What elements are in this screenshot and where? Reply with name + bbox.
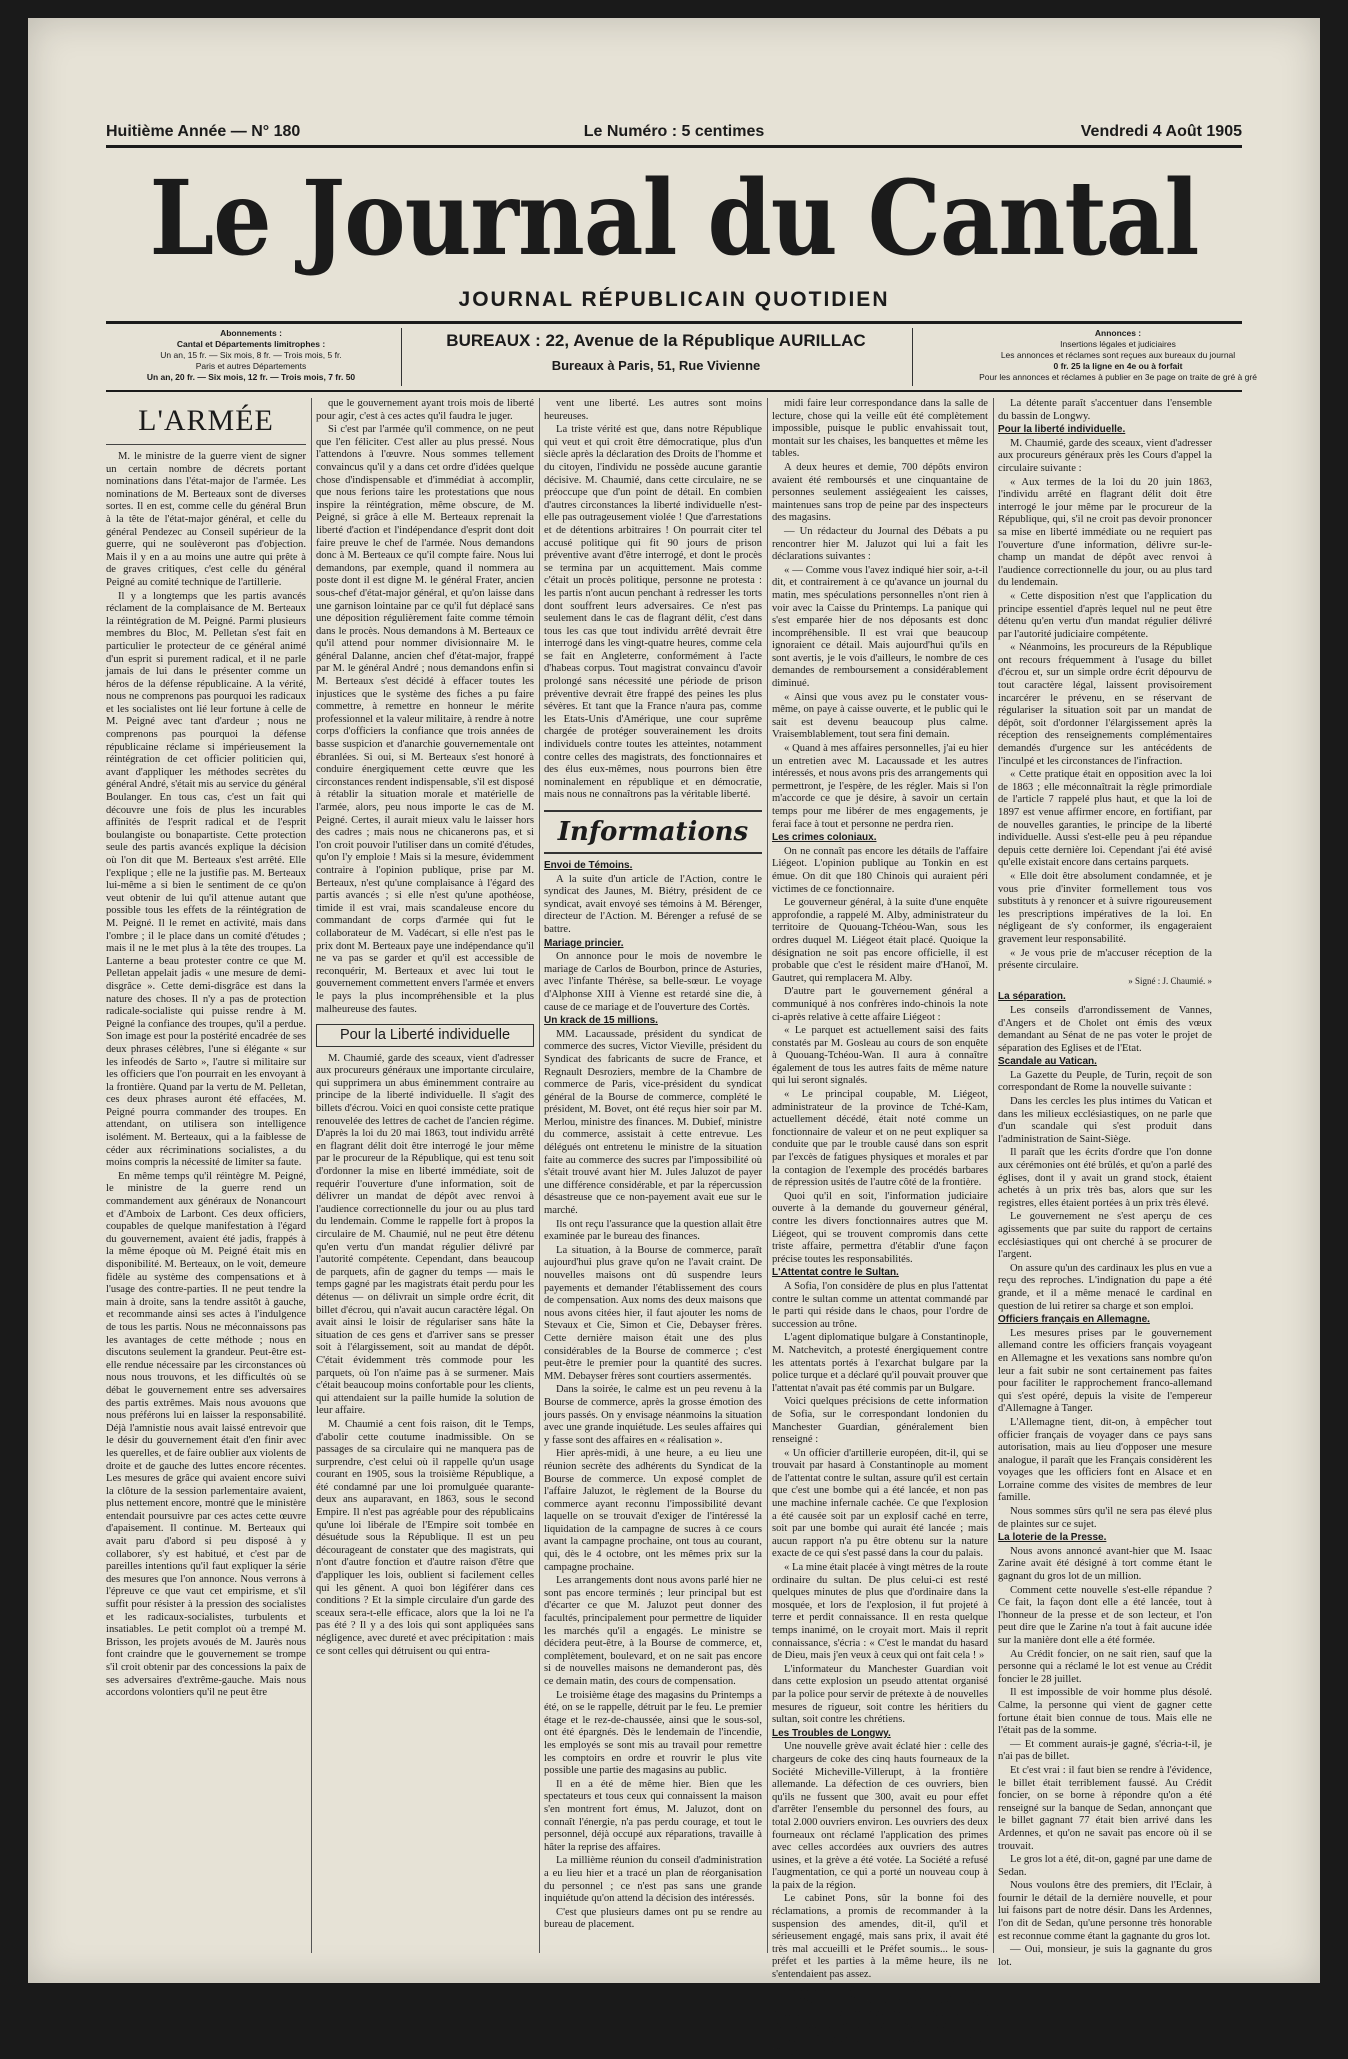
info-divider xyxy=(912,328,913,386)
article-title-liberte: Pour la Liberté individuelle xyxy=(316,1024,534,1047)
paragraph: Le délégué a remis, hier, ce qu'il a été présenté par le maire à M. Gobert, directeur de la Société, a obtenu que les concessions obtenues seraient maintenues, et les ouvriers ont repris le travail. xyxy=(772,1982,988,2032)
subscriptions-line: Cantal et Départements limitrophes : xyxy=(176,339,326,349)
paragraph: Si c'est par l'armée qu'il commence, on ne peut que l'en féliciter. C'est aller au plus pressé. Nous l'attendons à l'œuvre. Nous sommes tellement convaincus qu'il y a dans cet ordre d'idées quelque chose d'indispensable et d'immédiat à accomplir, que nous ferions taire les protestations que nous inspire la réintégration, même obscure, de M. Peigné, si grâce à elle M. Berteaux reprenait la liberté d'action et l'indépendance d'esprit dont doit faire preuve le chef de l'armée. Nous demandons donc à M. Berteaux ce qu'il compte faire. Nous lui demandons, par exemple, quand il nommera au poste dont il est digne M. le général Frater, ancien sous-chef d'état-major général, et qu'on laisse dans une garnison lointaine par ce qu'il fut déplacé sans une déposition régulièrement faite comme témoin dans le procès. Nous demandons à M. Berteaux ce qu'il attend pour nommer divisionnaire M. le général Dalanne, ancien chef d'état-major, frappé par M. le général André ; nous demandons enfin si M. Berteaux s'est décidé à effacer toutes les injustices que le système des fiches a pu faire commettre, à remettre en honneur le mérite professionnel et la valeur militaire, à rendre à notre corps d'officiers la confiance que trois années de basse suspicion et d'anarchie gouvernementale ont ébranlées. Si oui, si M. Berteaux s'est honoré à conduire énergiquement cette œuvre que les circonstances rendent indispensable, s'il est disposé à rétablir la situation morale et matérielle de l'armée, alors, peu nous importe le cas de M. Peigné. Certes, il aurait mieux valu le laisser hors des cadres ; mais nous ne chicanerons pas, et si l'on croit pouvoir l'utiliser dans un comité d'études, qu'on l'y emploie ! Mais si la mesure, évidemment contraire à l'opinion publique, prise par M. Berteaux, n'est qu'une complaisance à l'égard des partis avancés ; si elle n'est qu'une apothéose, timide il est vrai, mais scandaleuse encore du commandant de corps d'armée qui fut le collaborateur de M. Vadécart, si elle n'est pas le prix dont M. Berteaux paye une indépendance qu'il ne va pas se garder et qu'il est accessible de reconquérir, M. Berteaux et avec lui tout le gouvernement commettent envers l'armée et envers le pays la plus incompréhensible et la plus malheureuse des fautes. xyxy=(316,424,534,1015)
paragraph: Le cabinet Pons, sûr la bonne foi des réclamations, a promis de recommander à la suspension des amendes, dit-il, qu'il et sérieusement engagé, mais sans prix, il avait été très mal accueilli et le Préfet soumis... le sous-préfet et les parties à la même heure, ils ne s'entendaient pas assez. xyxy=(772,1893,988,1981)
paragraph: La détente paraît s'accentuer dans l'ensemble du bassin de Longwy. xyxy=(998,398,1212,422)
info-rule xyxy=(106,390,1242,392)
subheading: Officiers français en Allemagne. xyxy=(998,1314,1150,1326)
subheading: La séparation. xyxy=(998,991,1066,1003)
paragraph: Et c'est vrai : il faut bien se rendre à l'évidence, le billet était terriblement faussé. Au Crédit foncier, on se borne à répondre qu'on a été renseigné sur la banque de Sedan, annonçant que le billet gagnant 77 était bien arrivé dans les Ardennes, et qu'on ne savait pas encore où il se trouvait. xyxy=(998,1764,1212,1852)
paragraph: Il y a longtemps que les partis avancés réclament de la complaisance de M. Berteaux la réintégration de M. Peigné. Parmi plusieurs membres du Bloc, M. Pelletan s'est fait en particulier le protecteur de ce général animé d'un esprit si purement radical, et il ne parle jamais de lui dans le présenter comme un héros de la défense républicaine. A la vérité, nous ne comprenons pas pourquoi les radicaux et les socialistes ont lié leur fortune à celle de M. Peigné avec tant d'ardeur ; nous ne comprenons pas pourquoi la défense républicaine réclame si impérieusement la réintégration de cet officier politicien qui, avant d'appliquer les méthodes secrètes du général André, s'était mis au service du général Boulanger. En tous cas, c'est un fait qui découvre une fois de plus les incurables affinités de l'esprit radical et de l'esprit boulangiste ou bonapartiste. Cette protection seule des partis avancés explique la décision où l'on dit que M. Berteaux s'est arrêté. Elle l'explique ; elle ne la justifie pas. M. Berteaux lui-même a si bien le sentiment de ce qu'on veut obtenir de lui qu'il attenue autant que possible tous les effets de la réintégration de M. Peigné. Il le remet en activité, mais dans l'ombre ; il le place dans un comité d'études ; mais il ne le met plus à la tête des troupes. La Lanterne a beau protester contre ce que M. Pelletan appelait jadis « une mesure de demi-disgrâce ». Cette demi-disgrâce est dans la nature des choses. Il n'y a pas de protection radicale-socialiste qui puisse rendre à M. Peigné la confiance des troupes, qu'il a perdue. Son image est pour la postérité encadrée de ses deux phrases célèbres, l'une si élégante « sur les infeodés de Sarto », l'autre si militaire sur les officiers que l'on pourrait en les envoyant à la frontière. Quand par la vertu de M. Pelletan, ces deux phrases auront été effacées, M. Peigné pourra commander des troupes. En attendant, on utilisera son intelligence isolément. M. Berteaux, qui a la faiblesse de céder aux récriminations socialistes, a du moins compris la nécessité de limiter sa faute. xyxy=(106,590,306,1169)
paragraph: La situation, à la Bourse de commerce, paraît aujourd'hui plus grave qu'on ne l'avait craint. De nouvelles maisons ont dû suspendre leurs payements et demander l'établissement des cours de compensation. Aux noms des deux maisons que nous avons citées hier, il faut ajouter les noms de Stevaux et Cie, Simon et Cie, Debayser frères. Cette dernière maison était une des plus considérables de la Bourse de commerce ; c'est peut-être le premier pour la quantité des sucres. MM. Debayser frères sont courtiers assermentés. xyxy=(544,1244,762,1382)
paragraph: A deux heures et demie, 700 dépôts environ avaient été remboursés et une cinquantaine de personnes seulement assiégeaient les caisses, maintenues sans trop de peine par des inspecteurs des magasins. xyxy=(772,461,988,524)
paragraph: Dans les cercles les plus intimes du Vatican et dans les milieux ecclésiastiques, on ne parle que d'un scandale qui s'est produit dans l'administration de Saint-Siège. xyxy=(998,1096,1212,1145)
paragraph: « Cette disposition n'est que l'application du principe essentiel d'après lequel nul ne peut être détenu qu'en vertu d'un mandat régulier délivré par l'autorité judiciaire compétente. xyxy=(998,590,1212,640)
paragraph: que le gouvernement ayant trois mois de liberté pour agir, c'est à ces actes qu'il faudra le juger. xyxy=(316,398,534,422)
subscriptions-heading: Abonnements : xyxy=(220,328,282,338)
paragraph: « Cette pratique était en opposition avec la loi de 1863 ; elle méconnaîtrait la règle primordiale de l'article 7 rappelé plus haut, et que la loi de 1897 est venue affirmer encore, en fortifiant, par de nouvelles garanties, le principe de la liberté individuelle. Aussi s'est-elle peu à peu répandue depuis cette dernière loi. Cependant j'ai été avisé qu'elle existait encore dans certains parquets. xyxy=(998,769,1212,869)
ads-line: Pour les annonces et réclames à publier en 3e page on traite de gré à gré xyxy=(979,372,1257,382)
paragraph: Nous avons annoncé avant-hier que M. Isaac Zarine avait été désigné à tort comme étant le gagnant du gros lot de un million. xyxy=(998,1545,1212,1583)
paragraph: — Un rédacteur du Journal des Débats a pu rencontrer hier M. Jaluzot qui lui a fait les déclarations suivantes : xyxy=(772,525,988,563)
paragraph: « — Comme vous l'avez indiqué hier soir, a-t-il dit, et contrairement à ce qu'avance un journal du matin, mes spéculations personnelles n'ont rien à voir avec la Caisse du Printemps. La panique qui s'est emparée hier de nos déposants est donc incompréhensible. Il est vrai que beaucoup ignoraient ce détail. Mais aujourd'hui qu'ils en sont avertis, je le vois d'ailleurs, le nombre de ces demandes de remboursement a considérablement diminué. xyxy=(772,564,988,690)
subheading: Les crimes coloniaux. xyxy=(772,832,877,844)
masthead-title: Le Journal du Cantal xyxy=(149,157,1199,279)
paragraph: « Je vous prie de m'accuser réception de la présente circulaire. xyxy=(998,947,1212,972)
subscriptions-box xyxy=(106,328,396,386)
paragraph: Le gouverneur général, à la suite d'une enquête approfondie, a rappelé M. Alby, administrateur du territoire de Quouang-Tchéou-Wan, sous les ordres duquel M. Liégeot était placé. Quoique la désignation ne soit pas encore officielle, il est probable que c'est le résident maire d'Hanoï, M. Gautret, qui remplacera M. Alby. xyxy=(772,897,988,984)
subheading: Mariage princier. xyxy=(544,937,624,949)
price: Le Numéro : 5 centimes xyxy=(583,123,765,140)
column-divider xyxy=(767,398,768,1953)
paragraph: Ils ont reçu l'assurance que la question allait être examinée par le bureau des finances. xyxy=(544,1218,762,1243)
newspaper-page xyxy=(28,18,1320,2058)
subheading: La loterie de la Presse. xyxy=(998,1532,1107,1544)
paragraph: Dans la soirée, le calme est un peu revenu à la Bourse de commerce, après la grosse émotion des jours passés. On y envisage néanmoins la situation avec une grande inquiétude. Les seules affaires qui y fasse sont des affaires en « réalisation ». xyxy=(544,1384,762,1446)
paragraph: M. Chaumié, garde des sceaux, vient d'adresser aux procureurs généraux une importante circulaire, qui supprimera un abus éminemment contraire au principe de la liberté individuelle. Il s'agit des billets d'écrou. Voici en quoi consiste cette pratique renouvelée des lettres de cachet de l'ancien régime. D'après la loi du 20 mai 1863, tout individu arrêté en flagrant délit doit être interrogé le jour même par le procureur de la République, qui est tenu soit d'ordonner la mise en liberté immédiate, soit de requérir l'ouverture d'une information, soit de délivrer un mandat de dépôt avec renvoi à l'audience correctionnelle du jour ou au plus tard du lendemain. Comme le rappelle fort à propos la circulaire de M. Chaumié, nul ne peut être détenu qu'en vertu d'un mandat régulier délivré par l'autorité compétente. Cependant, dans beaucoup de parquets, afin de gagner du temps — mais le temps gagné par les magistrats était perdu pour les détenus — on délivrait un simple ordre écrit, dit billet d'écrou, qui n'avait aucun caractère légal. On avait ainsi le loisir de régulariser sans hâte la situation de ces gens et d'arriver sans se presser soit à l'élargissement, soit au mandat de dépôt. C'était évidemment très commode pour les parquets, où l'on n'aime pas à se surmener. Mais c'était beaucoup moins confortable pour les clients, qui attendaient sur la paille humide la solution de leur affaire. xyxy=(316,1052,534,1417)
paragraph: La Gazette du Peuple, de Turin, reçoit de son correspondant de Rome la nouvelle suivante : xyxy=(998,1069,1212,1094)
paragraph: Les conseils d'arrondissement de Vannes, d'Angers et de Cholet ont émis des vœux demandant au Sénat de ne pas voter le projet de séparation des Eglises et de l'Etat. xyxy=(998,1004,1212,1054)
subheading: Envoi de Témoins. xyxy=(544,860,633,871)
paragraph: La millième réunion du conseil d'administration a eu lieu hier et a tracé un plan de réorganisation du personnel ; ce n'est pas sans une grande inquiétude qu'on attend la décision des intéressés. xyxy=(544,1855,762,1905)
paragraph: Le gouvernement ne s'est aperçu de ces agissements que par suite du rapport de certains ecclésiastiques qui ont cherché à se procurer de l'argent. xyxy=(998,1211,1212,1261)
article-title-armee: L'ARMÉE xyxy=(106,398,306,445)
paragraph: On ne connaît pas encore les détails de l'affaire Liégeot. L'opinion publique au Tonkin en est émue. On dit que 180 Chinois qui auraient péri victimes de ce fonctionnaire. xyxy=(772,845,988,895)
column-divider xyxy=(993,398,994,1953)
paragraph: Il paraît que les écrits d'ordre que l'on donne aux cérémonies ont été brûlés, et qu'on a parlé des églises, dont il y avait un grand stock, étaient achetés à un prix très bas, alors que sur les registres, elles étaient portées à un prix très élevé. xyxy=(998,1147,1212,1209)
paragraph: Les arrangements dont nous avons parlé hier ne sont pas encore terminés ; leur principal but est d'écarter ce que M. Jaluzot peut donner des facultés, principalement pour permettre de liquider les marchés qu'il a engagés. Le ministre se décidera peut-être, à la Bourse de commerce, et, complètement, boulevard, et on ne sait pas encore si de nouvelles maisons ne demanderont pas, dès ce demain matin, des cours de compensation. xyxy=(544,1575,762,1687)
masthead-subtitle: JOURNAL RÉPUBLICAIN QUOTIDIEN xyxy=(458,288,890,311)
ads-box xyxy=(918,328,1318,386)
paragraph: A la suite d'un article de l'Action, contre le syndicat des Jaunes, M. Biétry, président de ce syndicat, avait envoyé ses témoins à M. Bérenger, directeur de l'Action. M. Bérenger a refusé de se battre. xyxy=(544,873,762,935)
column-2 xyxy=(316,398,534,1958)
paragraph: On assure qu'un des cardinaux les plus en vue a reçu des reproches. L'indignation du pape a été grande, et il a même menacé le cardinal en question de lui retirer sa charge et son emploi. xyxy=(998,1262,1212,1312)
paragraph: D'autre part le gouvernement général a communiqué à nos confrères indo-chinois la note ci-après relative à cette affaire Liégeot : xyxy=(772,986,988,1023)
offices-address: BUREAUX : 22, Avenue de la République AURILLAC xyxy=(446,331,866,350)
paragraph: « Néanmoins, les procureurs de la République ont recours fréquemment à l'usage du billet d'écrou et, sur un simple ordre écrit dépourvu de tout caractère légal, laissent provisoirement incarcérer le prévenu, en se réservant de régulariser la situation soit par un mandat de dépôt, soit d'ordonner l'élargissement après la réception des renseignements complémentaires demandés d'urgence sur les antécédents de l'inculpé et les circonstances de l'infraction. xyxy=(998,642,1212,767)
masthead-rule xyxy=(106,321,1242,324)
paragraph: A Sofia, l'on considère de plus en plus l'attentat contre le sultan comme un attentat commandé par le parti qui réside dans le chaos, pour l'ordre de succession au trône. xyxy=(772,1280,988,1330)
paragraph: Il est impossible de voir homme plus désolé. Calme, la personne qui vient de gagner cette fortune était bien connue de tous. Mais elle ne l'était pas de la somme. xyxy=(998,1687,1212,1737)
paragraph: Nous voulons être des premiers, dit l'Eclair, à fournir le détail de la dernière nouvelle, et pour lui faisons part de notre désir. Dans les Ardennes, l'on dit de Sedan, qu'une personne très honorable est reconnue comme étant la gagnante du gros lot. xyxy=(998,1880,1212,1942)
paragraph: Le gros lot a été, dit-on, gagné par une dame de Sedan. xyxy=(998,1854,1212,1878)
subscriptions-line: Paris et autres Départements xyxy=(195,361,307,371)
paragraph: On annonce pour le mois de novembre le mariage de Carlos de Bourbon, prince de Asturies, avec l'infante Thérèse, sa belle-sœur. Le voyage d'Alphonse XIII à Vienne est retardé sine die, à cause de ce mariage et de l'ouverture des Cortès. xyxy=(544,951,762,1013)
paragraph: « Le parquet est actuellement saisi des faits constatés par M. Gosleau au cours de son enquête à Quouang-Tchéou-Wan. Il aura à connaître également de tous les autres faits de même nature qui lui seront signalés. xyxy=(772,1025,988,1087)
paris-office: Bureaux à Paris, 51, Rue Vivienne xyxy=(551,358,761,373)
paragraph: L'agent diplomatique bulgare à Constantinople, M. Natchevitch, a protesté énergiquement contre les attentats portés à l'exarchat bulgare par la police turque et a déclaré qu'il pouvait prouver que l'attentat n'avait pas été commis par un Bulgare. xyxy=(772,1332,988,1394)
paragraph: L'informateur du Manchester Guardian voit dans cette explosion un pseudo attentat organisé par la police pour servir de prétexte à de nouvelles mesures de rigueur, soit contre les héritiers du sultan, soit contre les chrétiens. xyxy=(772,1663,988,1726)
paragraph: « Elle doit être absolument condamnée, et je vous prie d'inviter formellement tous vos substituts à y renoncer et à suivre rigoureusement les prescriptions impératives de la loi. En négligeant de s'y conformer, ils engageraient gravement leur responsabilité. xyxy=(998,870,1212,945)
subheading: Scandale au Vatican. xyxy=(998,1056,1097,1068)
paragraph: vent une liberté. Les autres sont moins heureuses. xyxy=(544,398,762,422)
subscriptions-line: Un an, 15 fr. — Six mois, 8 fr. — Trois mois, 5 fr. xyxy=(160,350,342,360)
ads-heading: Annonces : xyxy=(1094,328,1142,338)
paragraph: Hier après-midi, à une heure, a eu lieu une réunion secrète des adhérents du Syndicat de la Bourse de commerce. Un exposé complet de l'affaire Jaluzot, le règlement de la Bourse du commerce ayant reconnu l'impossibilité devant laquelle on se trouvait d'exiger de l'intéressé la liquidation de la campagne de sucres à ce cours avant la campagne prochaine, ont tous au courant, qui, dès le 4 octobre, ont les mêmes prix sur la campagne prochaine. xyxy=(544,1448,762,1573)
issue-number: Huitième Année — N° 180 xyxy=(106,123,301,140)
paragraph: Nous sommes sûrs qu'il ne sera pas élevé plus de plaintes sur ce sujet. xyxy=(998,1506,1212,1530)
paragraph: Quoi qu'il en soit, l'information judiciaire ouverte à la demande du gouverneur général, contre les divers fonctionnaires autres que M. Liégeot, qui se trouvent compromis dans cette triste affaire, permettra d'établir d'une façon précise toutes les responsabilités. xyxy=(772,1190,988,1265)
paragraph: « Aux termes de la loi du 20 juin 1863, l'individu arrêté en flagrant délit doit être interrogé le jour même par le procureur de la République, qui, s'il ne croit pas devoir prononcer sa mise en liberté immédiate ou ne requiert pas l'ouverture d'une information, délivre sur-le-champ un mandat de dépôt avec renvoi à l'audience correctionnelle du jour, ou au plus tard du lendemain. xyxy=(998,476,1212,589)
column-divider xyxy=(311,398,312,1953)
paragraph: « Le principal coupable, M. Liégeot, administrateur de la province de Tché-Kam, actuellement décédé, était noté comme un fonctionnaire de valeur et on ne peut expliquer sa conduite que par le trouble causé dans son esprit par l'excès de fatigues physiques et morales et par la contagion de l'exemple des procédés barbares de répression usités de l'autre côté de la frontière. xyxy=(772,1089,988,1189)
ads-line: 0 fr. 25 la ligne en 4e ou à forfait xyxy=(1053,361,1183,371)
paragraph: Voici quelques précisions de cette information de Sofia, sur le correspondant londonien du Manchester Guardian, généralement bien renseigné : xyxy=(772,1396,988,1446)
column-1 xyxy=(106,398,306,1958)
paragraph: Le troisième étage des magasins du Printemps a été, on se le rappelle, détruit par le feu. Le premier étage et le rez-de-chaussée, ainsi que le sous-sol, ont été épargnés. Dès le lendemain de l'incendie, les employés se sont mis au travail pour remettre les comptoirs en ordre et rouvrir le plus vite possible une partie des magasins au public. xyxy=(544,1689,762,1777)
paragraph: « Un officier d'artillerie européen, dit-il, qui se trouvait par hasard à Constantinople au moment de l'attentat contre le sultan, assure qu'il est certain que c'est une bombe qui a été lancée, et non pas une machine infernale cachée. Ce que l'explosion a été causée soit par un explosif caché en terre, soit par une bombe qui aurait été lancée ; mais aucun rapport n'a pu être obtenu sur la nature exacte de ce qui s'est passé dans la cour du palais. xyxy=(772,1447,988,1560)
column-3 xyxy=(544,398,762,1958)
issue-date: Vendredi 4 Août 1905 xyxy=(1080,123,1242,140)
paragraph: — Oui, monsieur, je suis la gagnante du gros lot. xyxy=(998,1944,1212,1968)
subheading: Pour la liberté individuelle. xyxy=(998,424,1126,436)
signature: » Signé : J. Chaumié. » xyxy=(1128,975,1212,986)
paragraph: M. Chaumié, garde des sceaux, vient d'adresser aux procureurs généraux près les Cours d'appel la circulaire suivante : xyxy=(998,437,1212,474)
paragraph: Les mesures prises par le gouvernement allemand contre les officiers français voyageant en Allemagne et les vexations sans nombre qu'on leur a fait subir ne sont certainement pas faites pour faciliter le rapprochement franco-allemand qui s'est opéré, depuis la visite de l'empereur d'Allemagne à Tanger. xyxy=(998,1327,1212,1415)
offices-box xyxy=(406,328,906,386)
paragraph: C'est que plusieurs dames ont pu se rendre au bureau de placement. xyxy=(544,1906,762,1931)
info-divider xyxy=(401,328,402,386)
paragraph: midi faire leur correspondance dans la salle de lecture, chose qui la veille eût été complètement impossible, puisque le public envahissait tout, montait sur les chaises, les banquettes et même les tables. xyxy=(772,398,988,460)
paragraph: M. Chaumié a cent fois raison, dit le Temps, d'abolir cette coutume inadmissible. On se passages de sa circulaire qui ne manquera pas de surprendre, c'est celui où il rappelle qu'un usage courant en 1905, sous la troisième République, a été condamné par une loi promulguée quarante-deux ans auparavant, en 1863, sous le second Empire. Il n'est pas agréable pour des républicains qu'une loi libérale de l'Empire soit tombée en désuétude sous la République. Il est un peu décourageant de constater que des magistrats, qui n'ont d'autre fonction et d'autre raison d'être que d'appliquer les lois, oublient si facilement celles qui les gênent. A quoi bon légiférer dans ces conditions ? Et la simple circulaire d'un garde des sceaux sera-t-elle efficace, alors que la loi ne l'a pas été ? Il y a des lois qui sont appliquées sans négligence, avec dureté et avec précipitation : mais ce sont celles qui détruisent ou qui entra- xyxy=(316,1418,534,1657)
paragraph: « Ainsi que vous avez pu le constater vous-même, on paye à caisse ouverte, et le public qui le sait est devenu beaucoup plus calme. Vraisemblablement, tout sera fini demain. xyxy=(772,691,988,741)
paragraph: Il en a été de même hier. Bien que les spectateurs et tous ceux qui connaissent la maison s'en montrent fort émus, M. Jaluzot, dont on connaît l'énergie, n'a pas perdu courage, et tout le personnel, déjà occupé aux réparations, travaille à hâter la reprise des affaires. xyxy=(544,1778,762,1853)
paragraph: — Et comment aurais-je gagné, s'écria-t-il, je n'ai pas de billet. xyxy=(998,1738,1212,1763)
paragraph: MM. Lacaussade, président du syndicat de commerce des sucres, Victor Vieville, président du Syndicat des fabricants de sucre de France, et Regnault Desroziers, membre de la Chambre de commerce de Paris, vice-président du syndicat général de la Bourse de commerce, complété le président, M. Bovet, ont été reçus hier soir par M. Merlou, ministre des finances. M. Dubief, ministre du commerce, assistait à cette entrevue. Les délégués ont entretenu le ministre de la situation faite au commerce des sucres par l'impossibilité où s'était trouvé avant hier M. Jules Jaluzot de payer une différence considérable, et par la répercussion désastreuse que ce non-payement avait eue sur le marché. xyxy=(544,1028,762,1217)
paragraph: Au Crédit foncier, on ne sait rien, sauf que la personne qui a réclamé le lot est venue au Crédit foncier le 28 juillet. xyxy=(998,1648,1212,1685)
paragraph: La triste vérité est que, dans notre République qui veut et qui croit être démocratique, plus d'un siècle après la déclaration des Droits de l'homme et du citoyen, l'individu ne possède aucune garantie décisive. M. Chaumié, dans cette circulaire, ne se préoccupe que d'un point de détail. En combien d'autres circonstances la liberté individuelle n'est-elle pas outrageusement violée ! Que d'arrestations et de détentions arbitraires ! On pourrait citer tel accusé politique qui fit 90 jours de prison préventive avant d'être interrogé, et dont le procès se termina par un acquittement. Mais comme c'était un procès politique, personne ne protesta : les partis n'ont aucun penchant à redresser les torts dont souffrent leurs adversaires. Ce n'est pas seulement dans le cas de flagrant délit, c'est dans tous les cas que tout individu arrêté devrait être interrogé dans les vingt-quatre heures, comme cela se fait en Angleterre, conformément à l'acte d'habeas corpus. Tout magistrat convaincu d'avoir prolongé sans nécessité une période de prison préventive devrait être frappé des peines les plus sévères. Et tant que la France n'aura pas, comme les Etats-Unis d'Amérique, une cour suprême chargée de protéger souverainement les droits individuels contre toutes les atteintes, notamment contre celles des magistrats, des fonctionnaires et des élus eux-mêmes, nous pourrons bien être nominalement en république et en démocratie, mais nous ne connaîtrons pas la véritable liberté. xyxy=(544,424,762,801)
paragraph: M. le ministre de la guerre vient de signer un certain nombre de décrets portant nominations dans l'état-major de l'armée. Les nominations de M. Berteaux sont de diverses sortes. Il en est, comme celle du général Brun à la tête de l'état-major général, et celle du général Pendezec au Conseil supérieur de la guerre, qui ne soulèveront pas d'objection. Mais il y en a au moins une autre qui prête à de graves critiques, c'est celle du général Peigné au comité technique de l'artillerie. xyxy=(106,451,306,588)
paragraph: L'Allemagne tient, dit-on, à empêcher tout officier français de voyager dans ce pays sans autorisation, mais au lieu d'opposer une mesure analogue, il paraît que les Français considèrent les voyages que les officiers font en Alsace et en Lorraine comme des visites de membres de leur famille. xyxy=(998,1416,1212,1504)
column-divider xyxy=(539,398,540,1953)
ads-line: Les annonces et réclames sont reçues aux bureaux du journal xyxy=(1000,350,1236,360)
info-bar xyxy=(106,328,1257,386)
paragraph: « La mine était placée à vingt mètres de la route ordinaire du sultan. De plus celui-ci est resté quelques minutes de plus que d'ordinaire dans la mosquée, et lors de l'explosion, il fut projeté à terre et perdit connaissance. Il en resta quelque temps inanimé, on le croyait mort. Mais il reprit connaissance, s'écria : « C'est le mandat du hasard de Dieu, mais j'en veux à ceux qui ont fait cela ! » xyxy=(772,1562,988,1662)
paragraph: Le conflit s'est donc apaisé dans la région de Villerupt. xyxy=(772,2034,988,2058)
paragraph: En même temps qu'il réintègre M. Peigné, le ministre de la guerre rend un commandement aux généraux de Nonancourt et d'Amboix de Larbont. Ces deux officiers, coupables de quelque manifestation à l'égard du gouvernement, avaient été jadis, frappés à la même époque où M. Peigné était mis en disponibilité. M. Berteaux, on le voit, demeure fidèle au système des compensations et à l'usage des contre-parties. Il ne peut tendre la main à droite, sans la tendre assitôt à gauche, et recommande ainsi ses actes à l'indulgence de tous les partis. Nous ne méconnaissons pas les avantages de cette méthode ; nous en discutons seulement la grandeur. Peut-être est-elle rendue nécessaire par les circonstances où nous nous trouvons, et les difficultés où se débat le gouvernement entre ses adversaires des partis extrêmes. Mais nous avouons que nous préférons lui en laisser la responsabilité. Déjà l'amnistie nous avait laissé entrevoir que le désir du gouvernement était d'en finir avec les querelles, et de faire oublier aux violents de droite et de gauche des luttes encore récentes. Les mesures de grâce qui avaient encore suivi la clôture de la session parlementaire avaient, plus nettement encore, montré que le ministère entendait poursuivre par ces actes cette œuvre d'apaisement. Il continue. M. Berteaux qui avait paru d'abord si peu disposé à y collaborer, s'y est habitué, et c'est par de pareilles intentions qu'il faut expliquer la série des mesures que l'on annonce. Nous verrons à l'épreuve ce que vaut cet empirisme, et s'il suffit pour résister à la pression des socialistes et les radicaux-socialistes, turbulents et insatiables. Le petit complot où a trempé M. Brisson, les projets avoués de M. Jaurès nous font craindre que le gouvernement se trompe s'il croit obtenir par des concessions la paix de ses adversaires d'extrême-gauche. Mais nous accordons volontiers qu'il ne peut être xyxy=(106,1170,306,1699)
ads-line: Insertions légales et judiciaires xyxy=(1060,339,1176,349)
paragraph: « Quand à mes affaires personnelles, j'ai eu hier un entretien avec M. Lacaussade et les autres intéressés, et nous avons pris des arrangements qui permettront, je l'espère, de les régler. Mais si l'on m'accorde ce que je désire, à savoir un certain temps pour me libérer de mes engagements, je ferai face à tout et personne ne perdra rien. xyxy=(772,743,988,830)
paragraph: Comment cette nouvelle s'est-elle répandue ? Ce fait, la façon dont elle a été lancée, tout à l'honneur de la presse et de son lecteur, et l'on peut dire que le Zarine n'a tout à fait aucune idée sur la manière dont elle a été formée. xyxy=(998,1584,1212,1646)
column-5 xyxy=(998,398,1212,1968)
subheading: Les Troubles de Longwy. xyxy=(772,1727,891,1739)
paragraph: Une nouvelle grève avait éclaté hier : celle des chargeurs de coke des cinq hauts fourneaux de la Société Micheville-Villerupt, à la frontière allemande. La défection de ces ouvriers, bien qu'ils ne fussent que 300, avait eu pour effet d'arrêter l'ensemble du personnel des fours, au total 2.000 ouvriers environ. Les ouvriers des deux fourneaux ont réclamé l'application des primes avec celles accordées aux ouvriers des autres usines, et la grève a été votée. La Société a refusé l'augmentation, ce qui a porté un nouveau coup à la paix de la région. xyxy=(772,1741,988,1891)
column-4 xyxy=(772,398,988,2058)
subheading: Un krack de 15 millions. xyxy=(544,1015,658,1027)
subscriptions-line: Un an, 20 fr. — Six mois, 12 fr. — Trois mois, 7 fr. 50 xyxy=(146,372,356,382)
subheading: L'Attentat contre le Sultan. xyxy=(772,1267,899,1279)
section-title-informations: Informations xyxy=(544,810,762,854)
